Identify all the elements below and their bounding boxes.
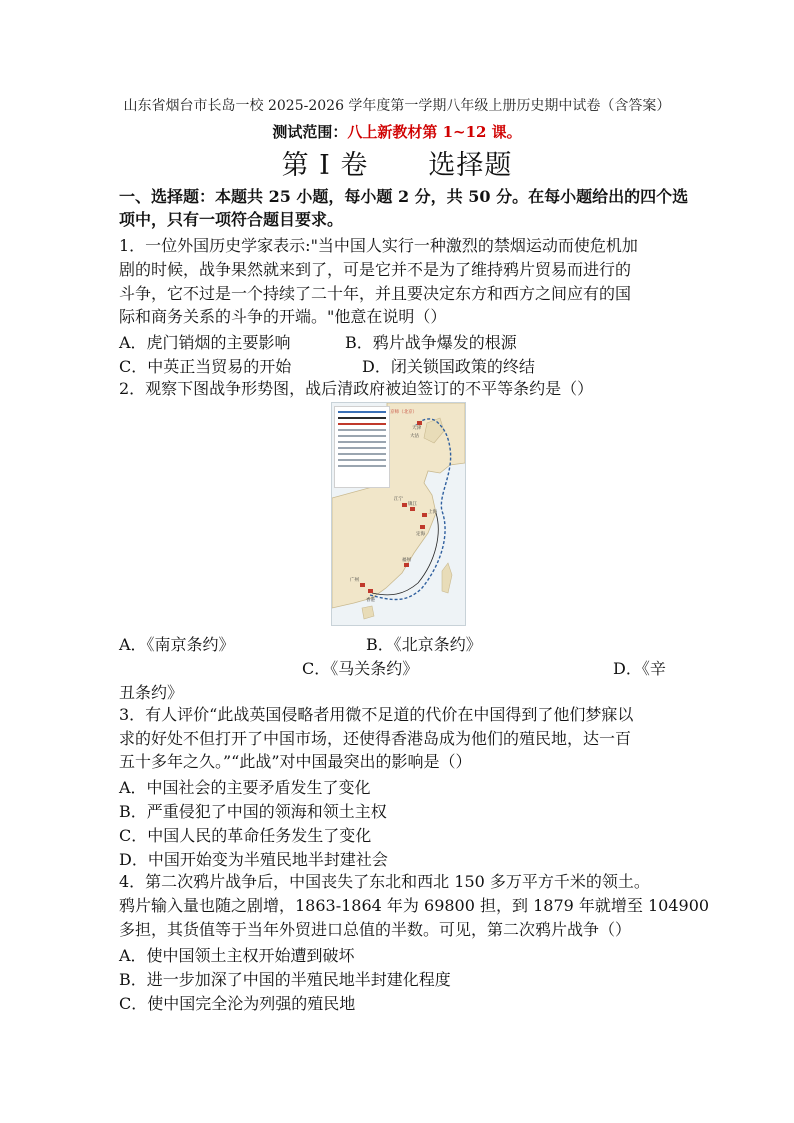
section-instruction-2: 项中，只有一项符合题目要求。 <box>119 210 344 229</box>
q4-stem-line: 多担，其货值等于当年外贸进口总值的半数。可见，第二次鸦片战争（） <box>119 920 632 939</box>
hainan-island <box>362 606 374 619</box>
q1-stem-line: 1．一位外国历史学家表示:"当中国人实行一种激烈的禁烟运动而使危机加 <box>119 236 638 255</box>
map-label-zhenjiang: 镇江 <box>408 502 417 507</box>
q4-option-a[interactable]: A．使中国领土主权开始遭到破坏 <box>119 946 355 965</box>
scope-prefix: 测试范围： <box>272 123 348 141</box>
q2-option-a[interactable]: A．《南京条约》 <box>119 635 235 654</box>
volume-label: 第 I 卷 <box>281 150 369 181</box>
q3-option-d[interactable]: D．中国开始变为半殖民地半封建社会 <box>119 850 388 869</box>
exam-title: 山东省烟台市长岛一校 2025-2026 学年度第一学期八年级上册历史期中试卷（含答案） <box>123 98 671 114</box>
q1-option-c[interactable]: C．中英正当贸易的开始 <box>119 357 292 376</box>
q4-stem-line: 4．第二次鸦片战争后，中国丧失了东北和西北 150 多万平方千米的领土。 <box>119 872 650 891</box>
map-legend <box>334 406 390 488</box>
map-label-fuzhou: 福州 <box>402 558 411 563</box>
q3-option-a[interactable]: A．中国社会的主要矛盾发生了变化 <box>119 778 371 797</box>
q3-stem-line: 3．有人评价“此战英国侵略者用微不足道的代价在中国得到了他们梦寐以 <box>119 705 634 724</box>
section-instruction-1: 一、选择题：本题共 25 小题，每小题 2 分，共 50 分。在每小题给出的四个选 <box>119 187 689 206</box>
q2-option-c[interactable]: C．《马关条约》 <box>302 659 419 678</box>
q1-option-a[interactable]: A．虎门销烟的主要影响 <box>119 333 291 352</box>
q1-stem-line: 斗争，它不过是一个持续了二十年，并且要决定东方和西方之间应有的国 <box>119 284 632 303</box>
q1-option-d[interactable]: D．闭关锁国政策的终结 <box>362 357 535 376</box>
map-label-shanghai: 上海 <box>428 510 437 515</box>
q4-option-b[interactable]: B．进一步加深了中国的半殖民地半封建化程度 <box>119 970 451 989</box>
war-situation-map <box>331 402 466 626</box>
q1-stem-line: 剧的时候，战争果然就来到了，可是它并不是为了维持鸦片贸易而进行的 <box>119 260 632 279</box>
map-label-guangzhou: 广州 <box>350 578 359 583</box>
q3-option-c[interactable]: C．中国人民的革命任务发生了变化 <box>119 826 372 845</box>
q2-option-b[interactable]: B．《北京条约》 <box>366 635 482 654</box>
q1-option-b[interactable]: B．鸦片战争爆发的根源 <box>345 333 517 352</box>
q1-stem-line: 际和商务关系的斗争的开端。"他意在说明（） <box>119 307 447 326</box>
volume-heading <box>0 143 794 182</box>
q3-option-b[interactable]: B．严重侵犯了中国的领海和领土主权 <box>119 802 387 821</box>
q2-stem: 2．观察下图战争形势图，战后清政府被迫签订的不平等条约是（） <box>119 379 594 398</box>
map-label-hongkong: 香港 <box>366 598 375 603</box>
q2-option-d[interactable]: D．《辛 <box>613 659 666 678</box>
map-label-beijing: 京师（北京） <box>390 410 417 415</box>
map-label-dinghai: 定海 <box>416 532 425 537</box>
map-label-dagu: 大沽 <box>410 434 419 439</box>
test-scope <box>0 121 794 142</box>
scope-value: 八上新教材第 1~12 课。 <box>347 123 522 141</box>
map-label-tianjin: 天津 <box>412 426 421 431</box>
q4-stem-line: 鸦片输入量也随之剧增，1863-1864 年为 69800 担，到 1879 年就增至 104900 <box>119 896 710 915</box>
volume-title: 选择题 <box>428 150 513 181</box>
q2-option-d-continued: 丑条约》 <box>119 683 184 702</box>
q3-stem-line: 求的好处不但打开了中国市场，还使得香港岛成为他们的殖民地，达一百 <box>119 729 632 748</box>
q4-option-c[interactable]: C．使中国完全沦为列强的殖民地 <box>119 994 356 1013</box>
taiwan-island <box>442 563 452 593</box>
map-label-jiangning: 江宁 <box>394 497 403 502</box>
q3-stem-line: 五十多年之久。”“此战”对中国最突出的影响是（） <box>119 752 472 771</box>
